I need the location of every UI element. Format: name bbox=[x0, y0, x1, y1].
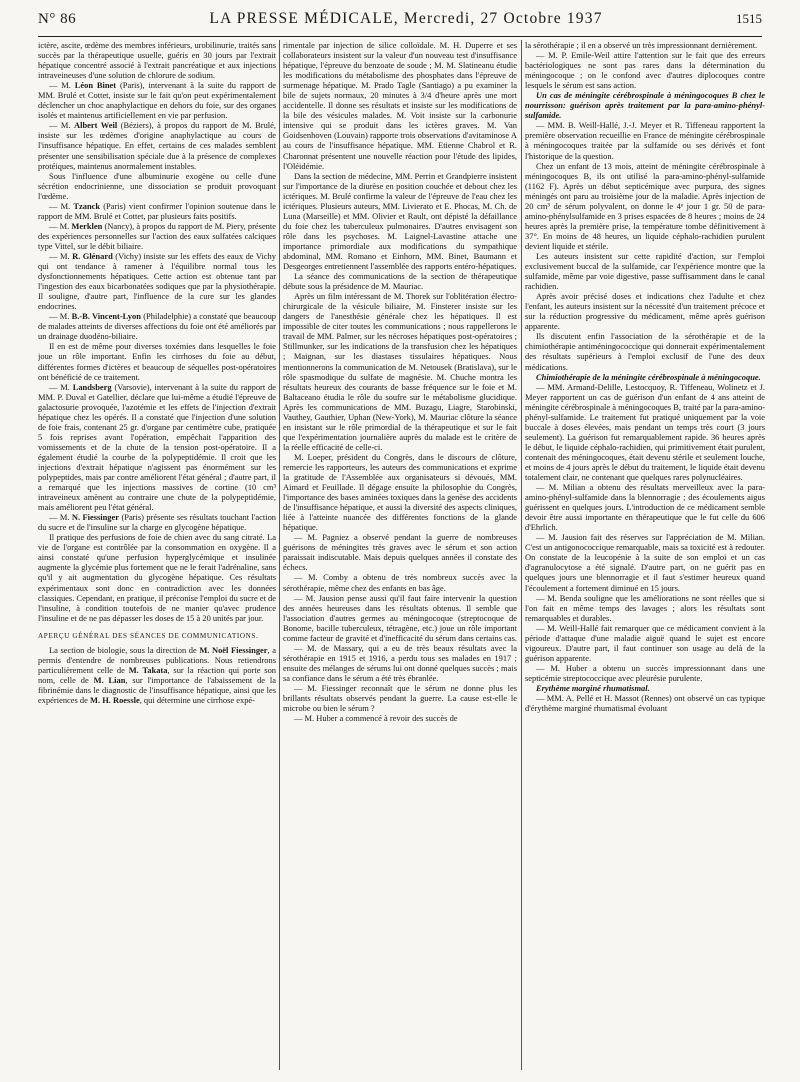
paragraph-text: La section de biologie, sous la direction de bbox=[49, 644, 197, 655]
paragraph: Après avoir précisé doses et indications chez l'adulte et chez l'enfant, les auteurs insistent sur la nécessité d'un traitement précoce et sur la réduction progressive du médicament, même après guérison apparente. bbox=[525, 291, 765, 332]
paragraph: — MM. B. Weill-Hallé, J.-J. Meyer et R. Tiffeneau rapportent la première observation recueillie en France de méningite cérébrospinale à méningocoques traitée par la sulfamide ou ses dérivés et font l'historique de la question. bbox=[525, 120, 765, 161]
paragraph-text: (Varsovie), intervenant à la suite du rapport de MM. P. Duval et Gatellier, déclare que lui-même a étudié l'épreuve de galactosurie provoquée, l'azotémie et les effets de l'injection d'extrait hépatique chez les opérés. Il a constaté que l'injection d'une solution de foie frais, contenant 25 gr. d'organe par centimètre cube, pratiquée 5 fois reprises avant l'opération, empêchait l'apparition des vomissements et de la chute de la tension post-opératoire. Il a également étudié la courbe de la polypeptidémie. Il croit que les injections d'extrait hépatique n'agissent pas énormément sur les polypeptides, mais par contre améliorent l'état général ; d'autre part, il a remarqué que les injections massives de cortine (10 cm³ intraveineux amènent au contraire une chute de la polypeptidémie, mais améliorent peu l'état général. bbox=[38, 381, 276, 513]
paragraph-text: (Nancy), à propos du rapport de M. Piery, présente des expériences personnelles sur l'action des eaux sulfatées calciques type Vittel, sur le débit biliaire. bbox=[38, 220, 276, 251]
author-name: Landsberg bbox=[72, 381, 112, 392]
section-heading: APERÇU GÉNÉRAL DES SÉANCES DE COMMUNICATIONS. bbox=[38, 631, 259, 640]
paragraph: ictère, ascite, œdème des membres inférieurs, urobilinurie, traités sans succès par la thérapeutique usuelle, guéris en 30 jours par l'extrait hépatique concentré associé à l'extrait pancréatique et aux injections intraveineuses d'une solution de chlorure de sodium. bbox=[38, 40, 276, 81]
paragraph: — M. Léon Binet (Paris), intervenant à la suite du rapport de MM. Brulé et Cottet, insiste sur le fait qu'on peut expérimentalement déclencher un choc anaphylactique en dehors du foie, sur des organes isolés et maintenus artificiellement en vie par perfusion. bbox=[38, 80, 276, 121]
paragraph-text: (Philadelphie) a constaté que beaucoup de malades atteints de diverses affections du foie ont été améliorés par un drainage duodéno-biliaire. bbox=[38, 311, 276, 342]
paragraph-text: , sur la réaction qui porte son nom, celle de bbox=[38, 664, 276, 685]
column-rule bbox=[279, 40, 280, 1070]
paragraph: — M. Fiessinger reconnaît que le sérum ne donne plus les brillants résultats observés pendant la guerre. La cause est-elle le microbe ou bien le sérum ? bbox=[283, 683, 517, 714]
paragraph: Après un film intéressant de M. Thorek sur l'oblitération électro-chirurgicale de la vésicule biliaire, M. Finsterer insiste sur les dangers de l'anesthésie générale chez les hépatiques. Il est impossible de citer toutes les communications ; nous rappellerons le travail de MM. Palmer, sur les nécroses hépatiques post-opératoires ; Stillmunker, sur les indications de la transfusion chez les hépatiques ; Maignan, sur les diastases tissulaires hépatiques. Nous mentionnerons la communication de M. Netousek (Bratislava), sur le rôle spasmodique du sulfate de magnésie. M. Chuche montra les résultats heureux des courants de basse fréquence sur le foie et M. Baltaceano étudia le rôle du soufre sur le métabolisme glucidique. Après les communications de MM. Buzagu, Liagre, Starobinski, Vauthey, Gauthier, Uphan (New-York), M. Mauriac clôture la séance en insistant sur le rôle primordial de la thérapeutique et sur le fait que l'expérimentation journalière auprès du malade est le critère de la réelle efficacité de celle-ci. bbox=[283, 291, 517, 452]
author-name: M. Lian bbox=[93, 674, 126, 685]
author-name: R. Glénard bbox=[72, 250, 113, 261]
article-heading: Chimiothérapie de la méningite cérébrospinale à méningocoque. bbox=[536, 371, 761, 382]
paragraph-text: (Paris) vient confirmer l'opinion soutenue dans le rapport de MM. Brulé et Cottet, par plusieurs faits positifs. bbox=[38, 200, 276, 221]
paragraph: Il pratique des perfusions de foie de chien avec du sang citraté. La vie de l'organe est contrôlée par la consommation en oxygène. Il a ainsi constaté qu'une perfusion hyperglycémique et insulinée augmente la glycémie plus fortement que ne le ferait l'adrénaline, sans qu'il y ait augmentation du glycogène hépatique. Ces résultats expérimentaux sont donc en contradiction avec les données classiques. Cependant, en pratique, il préconise l'emploi du sucre et de l'insuline, à condition toutefois de ne manier qu'avec prudence l'insuline et de ne pas dépasser les doses de 15 à 20 unités par jour. bbox=[38, 532, 276, 623]
paragraph: Chez un enfant de 13 mois, atteint de méningite cérébrospinale à méningocoques B, ils ont utilisé la para-amino-phényl-sulfamide (1162 F). Après un début septicémique avec purpura, des signes méningés ont paru au troisième jour de la maladie. Après injection de 20 cm³ de sérum polyvalent, on donne le 4ᵉ jour 1 gr. 50 de para-amino-phénylsulfamide en 3 prises espacées de 8 heures ; moins de 24 heures après la première prise, la température tombe définitivement à 37°. En moins de 48 heures, un liquide céphalo-rachidien purulent devient liquide et stérile. bbox=[525, 160, 765, 251]
column-rule bbox=[521, 40, 522, 1070]
paragraph: — M. P. Emile-Weil attire l'attention sur le fait que des erreurs bactériologiques ne sont pas rares dans la détermination du méningocoque ; on le confond avec d'autres diplocoques contre lesquels le sérum est sans action. bbox=[525, 50, 765, 91]
paragraph: Ils discutent enfin l'association de la sérothérapie et de la chimiothérapie antiméningococcique qui donnerait expérimentalement des résultats supérieurs à l'emploi exclusif de l'une des deux médications. bbox=[525, 331, 765, 372]
paragraph: — M. Merklen (Nancy), à propos du rapport de M. Piery, présente des expériences personnelles sur l'action des eaux sulfatées calciques type Vittel, sur le débit biliaire. bbox=[38, 220, 276, 251]
paragraph: — M. Huber a commencé à revoir des succès de bbox=[294, 713, 458, 724]
paragraph-text: , a permis d'entendre de nombreuses publications. Nous retiendrons particulièrement celle de bbox=[38, 644, 276, 675]
paragraph-text: (Paris) présente ses résultats touchant l'action du sucre et de l'insuline sur la charge en glycogène hépatique. bbox=[38, 512, 276, 533]
column-2 bbox=[283, 40, 517, 1076]
paragraph: — M. Benda souligne que les améliorations ne sont réelles que si l'on fait en même temps des lavages ; alors les résultats sont remarquables et durables. bbox=[525, 592, 765, 623]
paragraph: Il en est de même pour diverses toxémies dans lesquelles le foie joue un rôle important. Enfin les cirrhoses du foie au début, différentes formes d'ictères et beaucoup de séquelles post-opératoires ont bénéficié de ce traitement. bbox=[38, 341, 276, 382]
author-name: B.-B. Vincent-Lyon bbox=[71, 311, 141, 322]
paragraph: — M. Comby a obtenu de très nombreux succès avec la sérothérapie, même chez des enfants en bas âge. bbox=[283, 572, 517, 593]
paragraph-text: (Vichy) insiste sur les effets des eaux de Vichy qui ont tendance à ramener à l'équilibre normal tous les dysfonctionnements hépatiques. Cette action est obtenue tant par l'ingestion des eaux bicarbonatées sodiques que par la physiothérapie. Il souligne, d'autre part, l'influence de la cure sur les glandes endocrines. bbox=[38, 250, 276, 312]
author-name: Albert Weil bbox=[74, 120, 118, 131]
paragraph: — M. N. Fiessinger (Paris) présente ses résultats touchant l'action du sucre et de l'insuline sur la charge en glycogène hépatique. bbox=[38, 512, 276, 533]
paragraph: la sérothérapie ; il en a observé un très impressionnant dernièrement. bbox=[525, 40, 758, 50]
paragraph: — M. Pagniez a observé pendant la guerre de nombreuses guérisons de méningites très graves avec le sérum et son action paraissait indiscutable. Mais depuis quelques années il constate des échecs. bbox=[283, 532, 517, 573]
paragraph: — M. B.-B. Vincent-Lyon (Philadelphie) a constaté que beaucoup de malades atteints de diverses affections du foie ont été améliorés par un drainage duodéno-biliaire. bbox=[38, 311, 276, 342]
journal-title: LA PRESSE MÉDICALE, Mercredi, 27 Octobre 1937 bbox=[209, 10, 603, 27]
author-name: Merklen bbox=[71, 220, 103, 231]
author-name: M. H. Roessle bbox=[90, 695, 140, 705]
paragraph: Les auteurs insistent sur cette rapidité d'action, sur l'emploi exclusivement buccal de la sulfamide, car l'expérience montre que la sulfamide, même par voie digestive, passe suffisamment dans le canal rachidien. bbox=[525, 250, 765, 292]
paragraph: — M. Jausion fait des réserves sur l'appréciation de M. Milian. C'est un antigonococcique remarquable, mais sa toxicité est à redouter. On constate de la leucopénie à la suite de son emploi et un cas d'agranulocytose a été signalé. D'autre part, on ne guérit pas en quelques jours une blennorragie et il faut s'estimer heureux quand l'écoulement a fortement diminué en 15 jours. bbox=[525, 532, 765, 593]
paragraph-text: (Paris), intervenant à la suite du rapport de MM. Brulé et Cottet, insiste sur le fait qu'on peut expérimentalement déclencher un choc anaphylactique en dehors du foie, sur des organes isolés et maintenus artificiellement en vie par perfusion. bbox=[38, 80, 276, 121]
paragraph: — M. Jausion pense aussi qu'il faut faire intervenir la question des années heureuses dans les résultats obtenus. Il semble que l'association d'autres germes au méningocoque (streptocoque de Bonome, bacille tuberculeux, tétragène, etc.) joue un rôle important comme facteur de gravité et d'inefficacité du sérum dans certains cas. bbox=[283, 592, 517, 643]
paragraph: — M. Landsberg (Varsovie), intervenant à la suite du rapport de MM. P. Duval et Gatellier, déclare que lui-même a étudié l'épreuve de galactosurie provoquée, l'azotémie et les effets de l'injection d'extrait hépatique chez les opérés. Il a constaté que l'injection d'une solution de foie frais, contenant 25 gr. d'organe par centimètre cube, pratiquée 5 fois reprises avant l'opération, empêchait l'apparition des vomissements et de la chute de la tension post-opératoire. Il a également étudié la courbe de la polypeptidémie. Il croit que les injections d'extrait hépatique n'agissent pas énormément sur les polypeptides, mais par contre améliorent l'état général ; d'autre part, il a remarqué que les injections massives de cortine (10 cm³ intraveineux amènent au contraire une chute de la polypeptidémie, mais améliorent peu l'état général. bbox=[38, 381, 276, 513]
article-heading: Erythème marginé rhumatismal. bbox=[536, 683, 650, 693]
paragraph-text: , qui détermine une cirrhose expé- bbox=[139, 695, 255, 705]
article-heading: Un cas de méningite cérébrospinale à méningocoques B chez le nourrisson: guérison après traitement par la para-amino-phényl-sulfamide. bbox=[525, 90, 765, 121]
page-number: 1515 bbox=[736, 11, 762, 26]
paragraph: — M. Huber a obtenu un succès impressionnant dans une septicémie streptococcique avec pleurésie purulente. bbox=[525, 662, 765, 683]
paragraph-text: (Béziers), à propos du rapport de M. Brulé, insiste sur les œdèmes d'origine anaphylactique au cours de l'insuffisance hépatique. En effet, certains de ces malades semblent présenter une sensibilisation spéciale due à la présence de complexes protéiques, maintenus anormalement instables. bbox=[38, 120, 276, 171]
column-3 bbox=[525, 40, 765, 1076]
paragraph: Sous l'influence d'une albuminurie exogène ou celle d'une sécrétion endocrinienne, une dissociation se produit provoquant l'œdème. bbox=[38, 170, 276, 201]
paragraph-text: , sur l'importance de l'abaissement de la fibrinémie dans le diagnostic de l'insuffisance hépatique, ainsi que les expériences de bbox=[38, 674, 276, 705]
paragraph: rimentale par injection de silice colloïdale. M. H. Duperre et ses collaborateurs insistent sur la valeur d'un nouveau test d'insuffisance hépatique, l'épreuve du benzoate de soude ; M. M. Slatineanu étudie les modifications du métabolisme des phosphates dans l'épreuve de surmenage hépatique. M. Prado Tagle (Santiago) a pu examiner la bile de sujets normaux, 20 minutes à 3/4 d'heure après une mort accidentelle. Il donne ses résultats et insiste sur les modifications de la bile des vésicules malades. M. Voit insiste sur la carbonurie intensive qui se produit dans les ictères graves. M. Van Goidsenhoven (Louvain) rapporte trois observations d'avitaminose A au cours de l'insuffisance hépatique. MM. Etienne Chabrol et R. Charonnat présentent une nouvelle réaction pour l'étude des lipides, l'Oléidémie. bbox=[283, 40, 517, 171]
column-1 bbox=[38, 40, 276, 1076]
paragraph: Dans la section de médecine, MM. Perrin et Grandpierre insistent sur l'importance de la diurèse en position couchée et debout chez les ictériques. M. Brulé confirme la valeur de l'épreuve de l'eau chez les ictériques. Plusieurs auteurs, MM. Livierato et E. Phocas, M. Ch. de Luna (Marseille) et MM. Olivier et Rault, ont dépisté la défaillance du foie chez les tuberculeux pulmonaires. D'autres envisagent son rôle dans les psychoses. M. Laignel-Lavastine attache une importance primordiale aux modifications du sympathique abdominal, MM. Romano et Einhorn, MM. Binet, Baumann et Desgeorges entretiennent l'assemblée des rapports entéro-hépatiques. bbox=[283, 170, 517, 272]
paragraph: — M. Weill-Hallé fait remarquer que ce médicament convient à la période d'attaque d'une maladie aiguë quand le sujet est encore vigoureux. D'autre part, il faut continuer son usage au delà de la guérison apparente. bbox=[525, 622, 765, 663]
paragraph: — M. Milian a obtenu des résultats merveilleux avec la para-amino-phényl-sulfamide dans la blennorragie ; des écoulements aigus guérissent en quelques jours. L'introduction de ce médicament semble devoir être aussi importante en thérapeutique que le fut celle du 606 d'Ehrlich. bbox=[525, 482, 765, 533]
author-name: N. Fiessinger bbox=[71, 512, 120, 523]
paragraph: — M. R. Glénard (Vichy) insiste sur les effets des eaux de Vichy qui ont tendance à ramener à l'équilibre normal tous les dysfonctionnements hépatiques. Cette action est obtenue tant par l'ingestion des eaux bicarbonatées sodiques que par la physiothérapie. Il souligne, d'autre part, l'influence de la cure sur les glandes endocrines. bbox=[38, 250, 276, 312]
author-name: M. Noël Fiessinger bbox=[199, 644, 268, 655]
paragraph: — M. de Massary, qui a eu de très beaux résultats avec la sérothérapie en 1915 et 1916, a perdu tous ses malades en 1917 ; ensuite des mélanges de sérums lui ont donné quelques succès ; mais sa confiance dans le sérum a été très ébranlée. bbox=[283, 642, 517, 683]
paragraph: — MM. A. Pellé et H. Massot (Rennes) ont observé un cas typique d'érythème marginé rhumatismal évoluant bbox=[525, 693, 765, 714]
paragraph: — M. Albert Weil (Béziers), à propos du rapport de M. Brulé, insiste sur les œdèmes d'origine anaphylactique au cours de l'insuffisance hépatique. En effet, certains de ces malades semblent présenter une sensibilisation spéciale due à la présence de complexes protéiques, maintenus anormalement instables. bbox=[38, 120, 276, 171]
paragraph: M. Loeper, président du Congrès, dans le discours de clôture, remercie les rapporteurs, les auteurs des communications et exprime la gratitude de l'Assemblée aux organisateurs si dévoués, MM. Aimard et Feuillade. Il dégage ensuite la philosophie du Congrès, l'importance des bases aminées toxiques dans la genèse des accidents de l'insuffisance hépatique, et aussi la diversité des aspects cliniques, liée à l'atteinte nuancée des différentes fonctions de la glande hépatique. bbox=[283, 451, 517, 533]
author-name: M. Takata bbox=[128, 664, 168, 675]
issue-number: N° 86 bbox=[38, 11, 77, 27]
paragraph bbox=[38, 645, 276, 705]
paragraph: La séance des communications de la section de thérapeutique débute sous la présidence de M. Mauriac. bbox=[283, 271, 517, 292]
paragraph: — MM. Armand-Delille, Lestocquoy, R. Tiffeneau, Wolinetz et J. Meyer rapportent un cas de guérison d'un enfant de 4 ans atteint de méningite cérébrospinale à méningocoques B, traité par la para-amino-phényl-sulfamide. Le traitement fut pratiqué uniquement par la voie buccale à doses élevées, mais pendant un temps très court (3 jours seulement). La guérison fut remarquablement rapide. 36 heures après le début, le liquide céphalo-rachidien, qui primitivement était purulent, contenait des méningocoques, était devenu stérile et seulement louche, et moins de 4 jours après le début du traitement, le liquide était devenu totalement clair, ne contenant que quelques rares polynucléaires. bbox=[525, 381, 765, 483]
paragraph: — M. Tzanck (Paris) vient confirmer l'opinion soutenue dans le rapport de MM. Brulé et Cottet, par plusieurs faits positifs. bbox=[38, 200, 276, 221]
author-name: Léon Binet bbox=[74, 80, 117, 91]
page-header bbox=[38, 10, 762, 37]
author-name: Tzanck bbox=[73, 200, 101, 211]
